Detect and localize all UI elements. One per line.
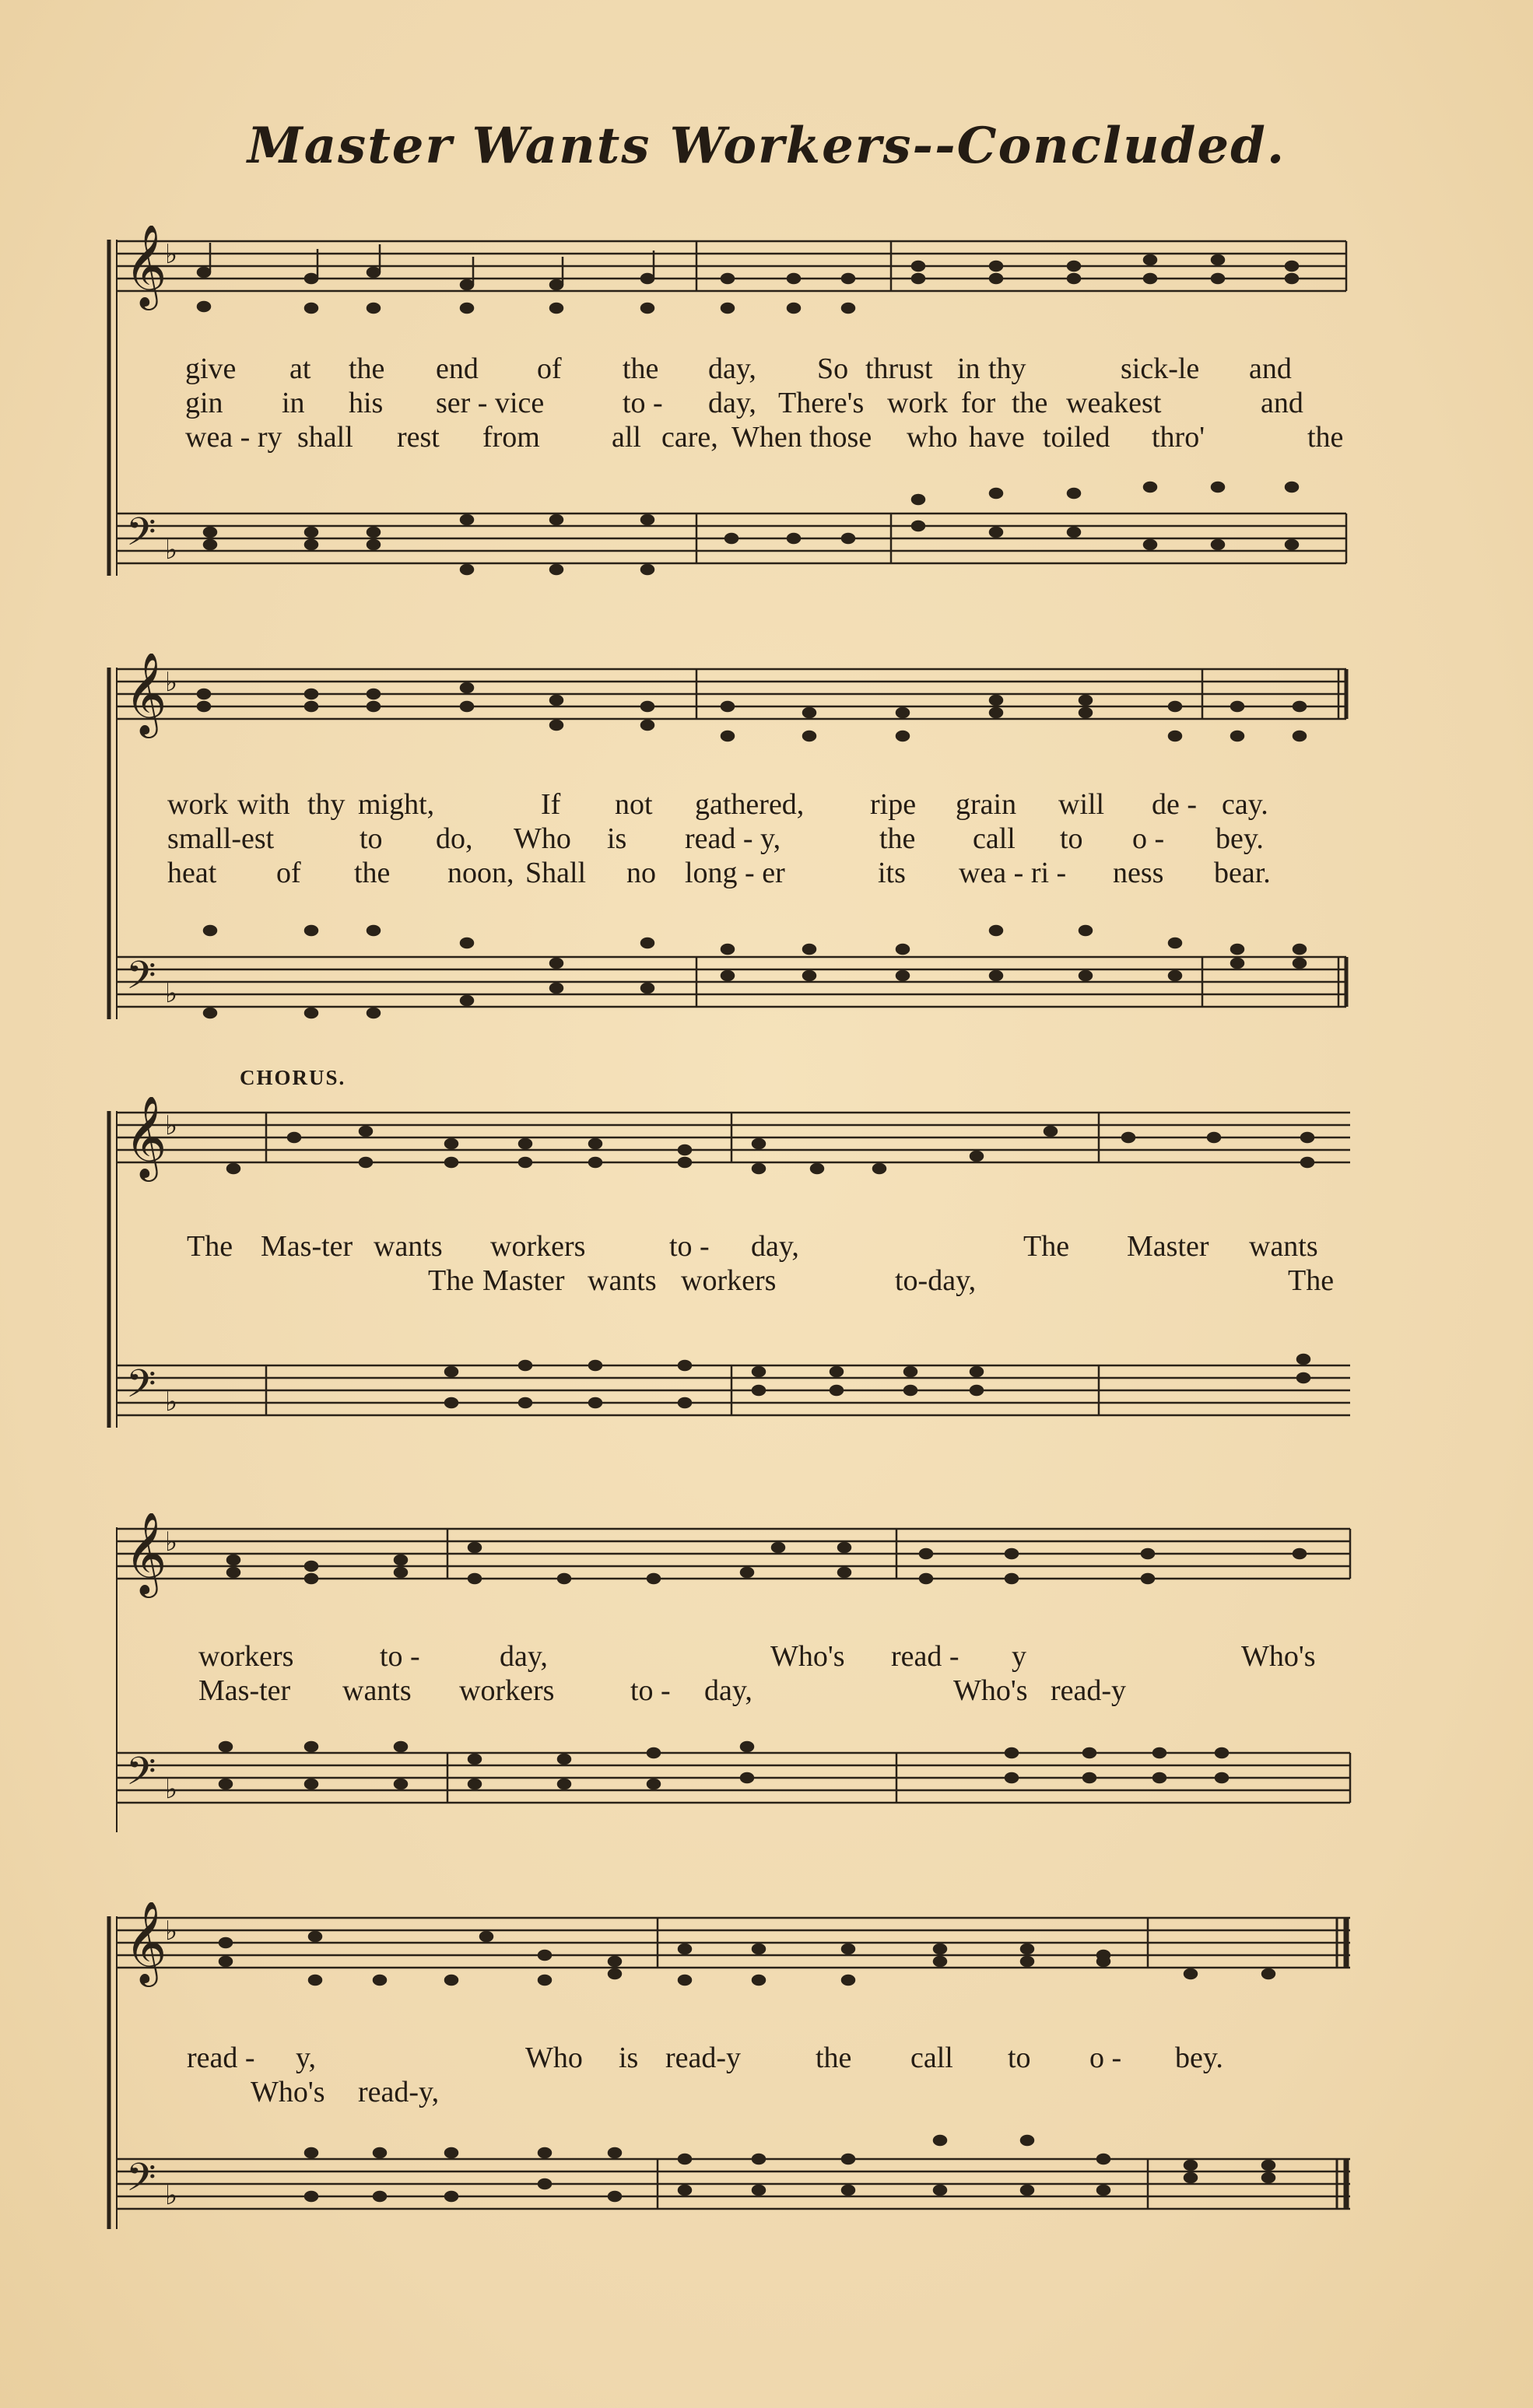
lyric-word: day,: [708, 352, 756, 385]
lyric-line-2: [0, 2075, 1533, 2109]
lyric-word: workers: [490, 1230, 586, 1263]
lyric-word: have: [969, 421, 1025, 454]
lyric-line-1: [0, 1639, 1533, 1674]
page-title: Master Wants Workers--Concluded.: [247, 117, 1286, 175]
svg-text:♭: ♭: [165, 978, 178, 1009]
lyric-word: cay.: [1222, 788, 1268, 821]
lyric-word: the: [816, 2042, 852, 2074]
lyric-word: work: [167, 788, 229, 821]
lyric-word: the: [349, 352, 385, 385]
lyric-word: call: [910, 2042, 953, 2074]
lyric-word: for: [961, 387, 996, 419]
lyric-word: in: [957, 352, 980, 385]
lyric-line-1: [0, 2041, 1533, 2075]
lyric-word: The: [1288, 1264, 1335, 1297]
lyric-word: in: [282, 387, 305, 419]
lyric-word: wea - ri -: [959, 857, 1067, 889]
lyric-line-3: [0, 420, 1533, 454]
lyric-word: wants: [374, 1230, 443, 1263]
lyric-word: shall: [297, 421, 353, 454]
bass-clef-icon: 𝄢: [126, 1362, 156, 1416]
lyric-word: no: [626, 857, 656, 889]
lyric-word: will: [1058, 788, 1105, 821]
lyric-word: When: [731, 421, 802, 454]
lyric-word: is: [619, 2042, 639, 2074]
lyric-word: the: [1012, 387, 1048, 419]
svg-text:♭: ♭: [165, 2180, 178, 2211]
lyric-word: Who: [525, 2042, 583, 2074]
lyric-word: to -: [630, 1674, 671, 1707]
lyric-word: from: [482, 421, 540, 454]
lyric-word: and: [1249, 352, 1292, 385]
lyric-word: ser - vice: [436, 387, 545, 419]
lyric-word: its: [878, 857, 906, 889]
lyric-word: workers: [681, 1264, 777, 1297]
lyric-word: workers: [198, 1640, 294, 1673]
system-3: [0, 1097, 1533, 1439]
lyric-word: Who's: [953, 1674, 1028, 1707]
lyric-word: Who's: [770, 1640, 845, 1673]
lyric-word: not: [615, 788, 653, 821]
lyric-word: to: [1060, 822, 1083, 855]
lyric-word: end: [436, 352, 479, 385]
lyric-word: Mas-ter: [261, 1230, 353, 1263]
lyric-word: There's: [778, 387, 865, 419]
lyric-word: do,: [436, 822, 473, 855]
bass-clef-icon: 𝄢: [126, 1749, 156, 1803]
lyric-word: heat: [167, 857, 217, 889]
lyric-word: the: [879, 822, 916, 855]
treble-clef-icon: 𝄞: [125, 1097, 167, 1178]
svg-text:♭: ♭: [165, 535, 178, 566]
lyric-word: Master: [482, 1264, 565, 1297]
lyric-word: sick-le: [1121, 352, 1200, 385]
lyric-word: The: [1023, 1230, 1070, 1263]
lyric-line-3: [0, 856, 1533, 890]
lyric-word: thro': [1152, 421, 1205, 454]
lyric-word: noon,: [447, 857, 514, 889]
lyric-word: read-y,: [358, 2076, 440, 2108]
lyric-word: day,: [704, 1674, 752, 1707]
lyric-word: to: [1008, 2042, 1031, 2074]
lyric-word: wants: [1249, 1230, 1318, 1263]
svg-text:♭: ♭: [165, 1386, 178, 1418]
lyric-line-1: [0, 352, 1533, 386]
lyric-word: to-day,: [895, 1264, 977, 1297]
lyric-line-1: [0, 787, 1533, 822]
lyric-word: weakest: [1066, 387, 1162, 419]
lyric-word: the: [1307, 421, 1344, 454]
lyric-word: wants: [342, 1674, 412, 1707]
lyric-word: his: [349, 387, 384, 419]
lyric-word: y,: [296, 2042, 317, 2074]
lyric-word: day,: [751, 1230, 799, 1263]
lyric-word: to -: [623, 387, 663, 419]
system-1: [0, 226, 1533, 591]
lyric-word: and: [1261, 387, 1303, 419]
lyric-word: care,: [661, 421, 718, 454]
lyric-word: day,: [708, 387, 756, 419]
lyric-word: is: [607, 822, 627, 855]
treble-clef-icon: 𝄞: [125, 1513, 167, 1594]
lyric-word: the: [354, 857, 391, 889]
lyric-word: If: [541, 788, 561, 821]
svg-text:♭: ♭: [165, 1526, 178, 1558]
lyric-line-2: [0, 1264, 1533, 1298]
lyric-word: Who's: [251, 2076, 325, 2108]
lyric-word: thy: [307, 788, 346, 821]
lyric-word: Who's: [1241, 1640, 1316, 1673]
lyric-word: ness: [1113, 857, 1164, 889]
lyric-word: give: [185, 352, 237, 385]
system-4: [0, 1513, 1533, 1840]
lyric-word: Master: [1127, 1230, 1209, 1263]
lyric-line-1: [0, 1229, 1533, 1264]
lyric-word: bear.: [1214, 857, 1271, 889]
lyric-word: might,: [358, 788, 435, 821]
treble-clef-icon: 𝄞: [125, 226, 167, 307]
lyric-word: read -: [891, 1640, 959, 1673]
lyric-word: Mas-ter: [198, 1674, 291, 1707]
lyric-word: all: [612, 421, 641, 454]
lyric-word: who: [907, 421, 958, 454]
lyric-word: So: [817, 352, 849, 385]
lyric-word: The: [428, 1264, 475, 1297]
bass-clef-icon: 𝄢: [126, 953, 156, 1008]
lyric-word: long - er: [685, 857, 785, 889]
chorus-label: CHORUS.: [240, 1066, 346, 1089]
lyric-word: thy: [988, 352, 1026, 385]
lyric-word: read -: [187, 2042, 255, 2074]
lyric-word: small-est: [167, 822, 275, 855]
lyric-word: grain: [956, 788, 1017, 821]
lyric-word: workers: [459, 1674, 555, 1707]
lyric-word: of: [276, 857, 301, 889]
lyric-word: thrust: [865, 352, 933, 385]
lyric-word: at: [289, 352, 311, 385]
lyric-word: toiled: [1043, 421, 1110, 454]
lyric-word: o -: [1132, 822, 1165, 855]
lyric-word: wants: [588, 1264, 657, 1297]
lyric-word: rest: [397, 421, 440, 454]
lyric-line-2: [0, 822, 1533, 856]
lyric-line-2: [0, 1674, 1533, 1708]
lyric-word: Who: [514, 822, 571, 855]
svg-text:♭: ♭: [165, 667, 178, 698]
lyric-word: read-y: [665, 2042, 742, 2074]
bass-clef-icon: 𝄢: [126, 510, 156, 564]
system-2: [0, 654, 1533, 1089]
lyric-word: bey.: [1216, 822, 1264, 855]
lyric-word: of: [537, 352, 562, 385]
svg-text:♭: ♭: [165, 1774, 178, 1805]
treble-clef-icon: 𝄞: [125, 1902, 167, 1983]
lyric-word: The: [187, 1230, 233, 1263]
lyric-word: those: [809, 421, 872, 454]
lyric-word: bey.: [1175, 2042, 1223, 2074]
lyric-word: to -: [380, 1640, 420, 1673]
treble-clef-icon: 𝄞: [125, 654, 167, 734]
lyric-line-2: [0, 386, 1533, 420]
lyric-word: gathered,: [695, 788, 805, 821]
lyric-word: to: [360, 822, 383, 855]
lyric-word: day,: [500, 1640, 548, 1673]
lyric-word: call: [973, 822, 1016, 855]
lyric-word: y: [1012, 1640, 1026, 1673]
lyric-word: read-y: [1051, 1674, 1127, 1707]
lyric-word: with: [237, 788, 290, 821]
lyric-word: gin: [185, 387, 223, 419]
system-5: [0, 1902, 1533, 2291]
lyric-word: o -: [1089, 2042, 1122, 2074]
bass-clef-icon: 𝄢: [126, 2155, 156, 2210]
lyric-word: ripe: [870, 788, 917, 821]
lyric-word: work: [887, 387, 949, 419]
svg-text:♭: ♭: [165, 1916, 178, 1947]
lyric-word: Shall: [525, 857, 587, 889]
lyric-word: wea - ry: [185, 421, 282, 454]
lyric-word: the: [623, 352, 659, 385]
lyric-word: de -: [1152, 788, 1198, 821]
lyric-word: read - y,: [685, 822, 781, 855]
svg-text:♭: ♭: [165, 239, 178, 270]
svg-text:♭: ♭: [165, 1110, 178, 1141]
lyric-word: to -: [669, 1230, 710, 1263]
